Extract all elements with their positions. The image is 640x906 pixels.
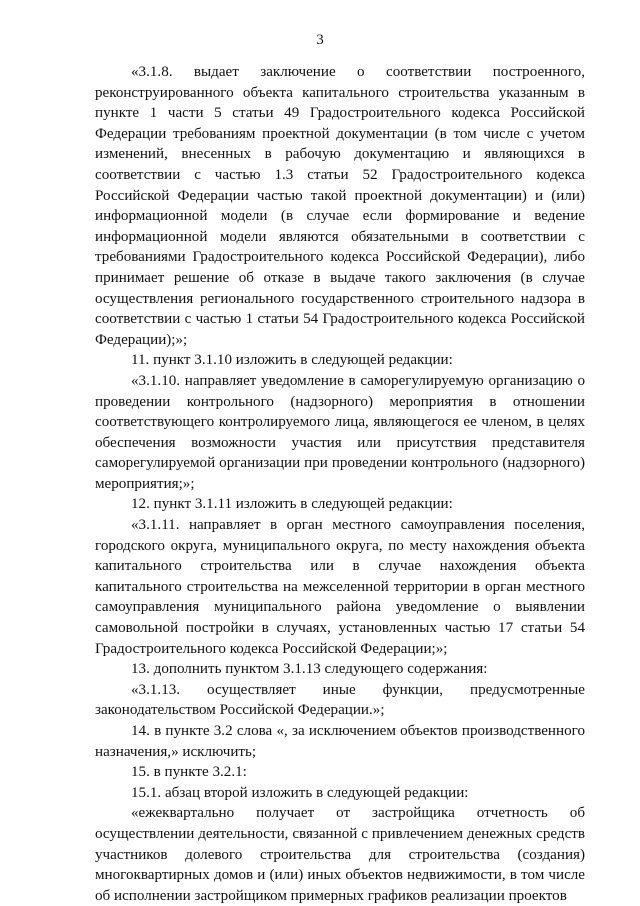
paragraph-3-1-11: «3.1.11. направляет в орган местного самоуправления поселения, городского округа, муниципального округа, по месту нахождения объекта капитального строительства или в случае нахождения объекта капитального строительства на межселенной территории в орган местного самоуправления муниципального района уведомление о выявлении самовольной постройки в случаях, установленных частью 17 статьи 54 Градостроительного кодекса Российской Федерации;»; (95, 517, 585, 657)
page-number: 3 (316, 32, 324, 48)
paragraph-3-1-8: «3.1.8. выдает заключение о соответствии построенного, реконструированного объекта капитального строительства указанным в пункте 1 части 5 статьи 49 Градостроительного кодекса Российской Федерации требованиям проектной документации (в том числе с учетом изменений, внесенных в рабочую документацию и являющихся в соответствии с частью 1.3 статьи 52 Градостроительного кодекса Российской Федерации частью такой проектной документации) и (или) информационной модели (в случае если формирование и ведение информационной модели являются обязательными в соответствии с требованиями Градостроительного кодекса Российской Федерации), либо принимает решение об отказе в выдаче такого заключения (в случае осуществления регионального государственного строительного надзора в соответствии с частью 1 статьи 54 Градостроительного кодекса Российской Федерации);»; (95, 64, 585, 348)
paragraph-item-15: 15. в пункте 3.2.1: (131, 764, 247, 781)
paragraph-3-1-13: «3.1.13. осуществляет иные функции, предусмотренные законодательством Российской Федерации.»; (95, 681, 585, 719)
document-body (95, 62, 585, 906)
paragraph-item-11: 11. пункт 3.1.10 изложить в следующей редакции: (131, 352, 453, 369)
paragraph-item-12: 12. пункт 3.1.11 изложить в следующей редакции: (131, 496, 453, 513)
paragraph-3-1-10: «3.1.10. направляет уведомление в саморегулируемую организацию о проведении контрольного (надзорного) мероприятия в отношении соответствующего контролируемого лица, являющегося ее членом, в целях обеспечения возможности участия или присутствия представителя саморегулируемой организации при проведении контрольного (надзорного) мероприятия;»; (95, 372, 585, 492)
paragraph-quarterly-report: «ежеквартально получает от застройщика отчетность об осуществлении деятельности, связанной с привлечением денежных средств участников долевого строительства для строительства (создания) многоквартирных домов и (или) иных объектов недвижимости, в том числе об исполнении застройщиком примерных графиков реализации проектов (95, 805, 585, 904)
paragraph-item-13: 13. дополнить пунктом 3.1.13 следующего содержания: (131, 661, 488, 678)
paragraph-item-14: 14. в пункте 3.2 слова «, за исключением объектов производственного назначения,» исключить; (95, 723, 585, 760)
paragraph-item-15-1: 15.1. абзац второй изложить в следующей редакции: (131, 784, 469, 801)
